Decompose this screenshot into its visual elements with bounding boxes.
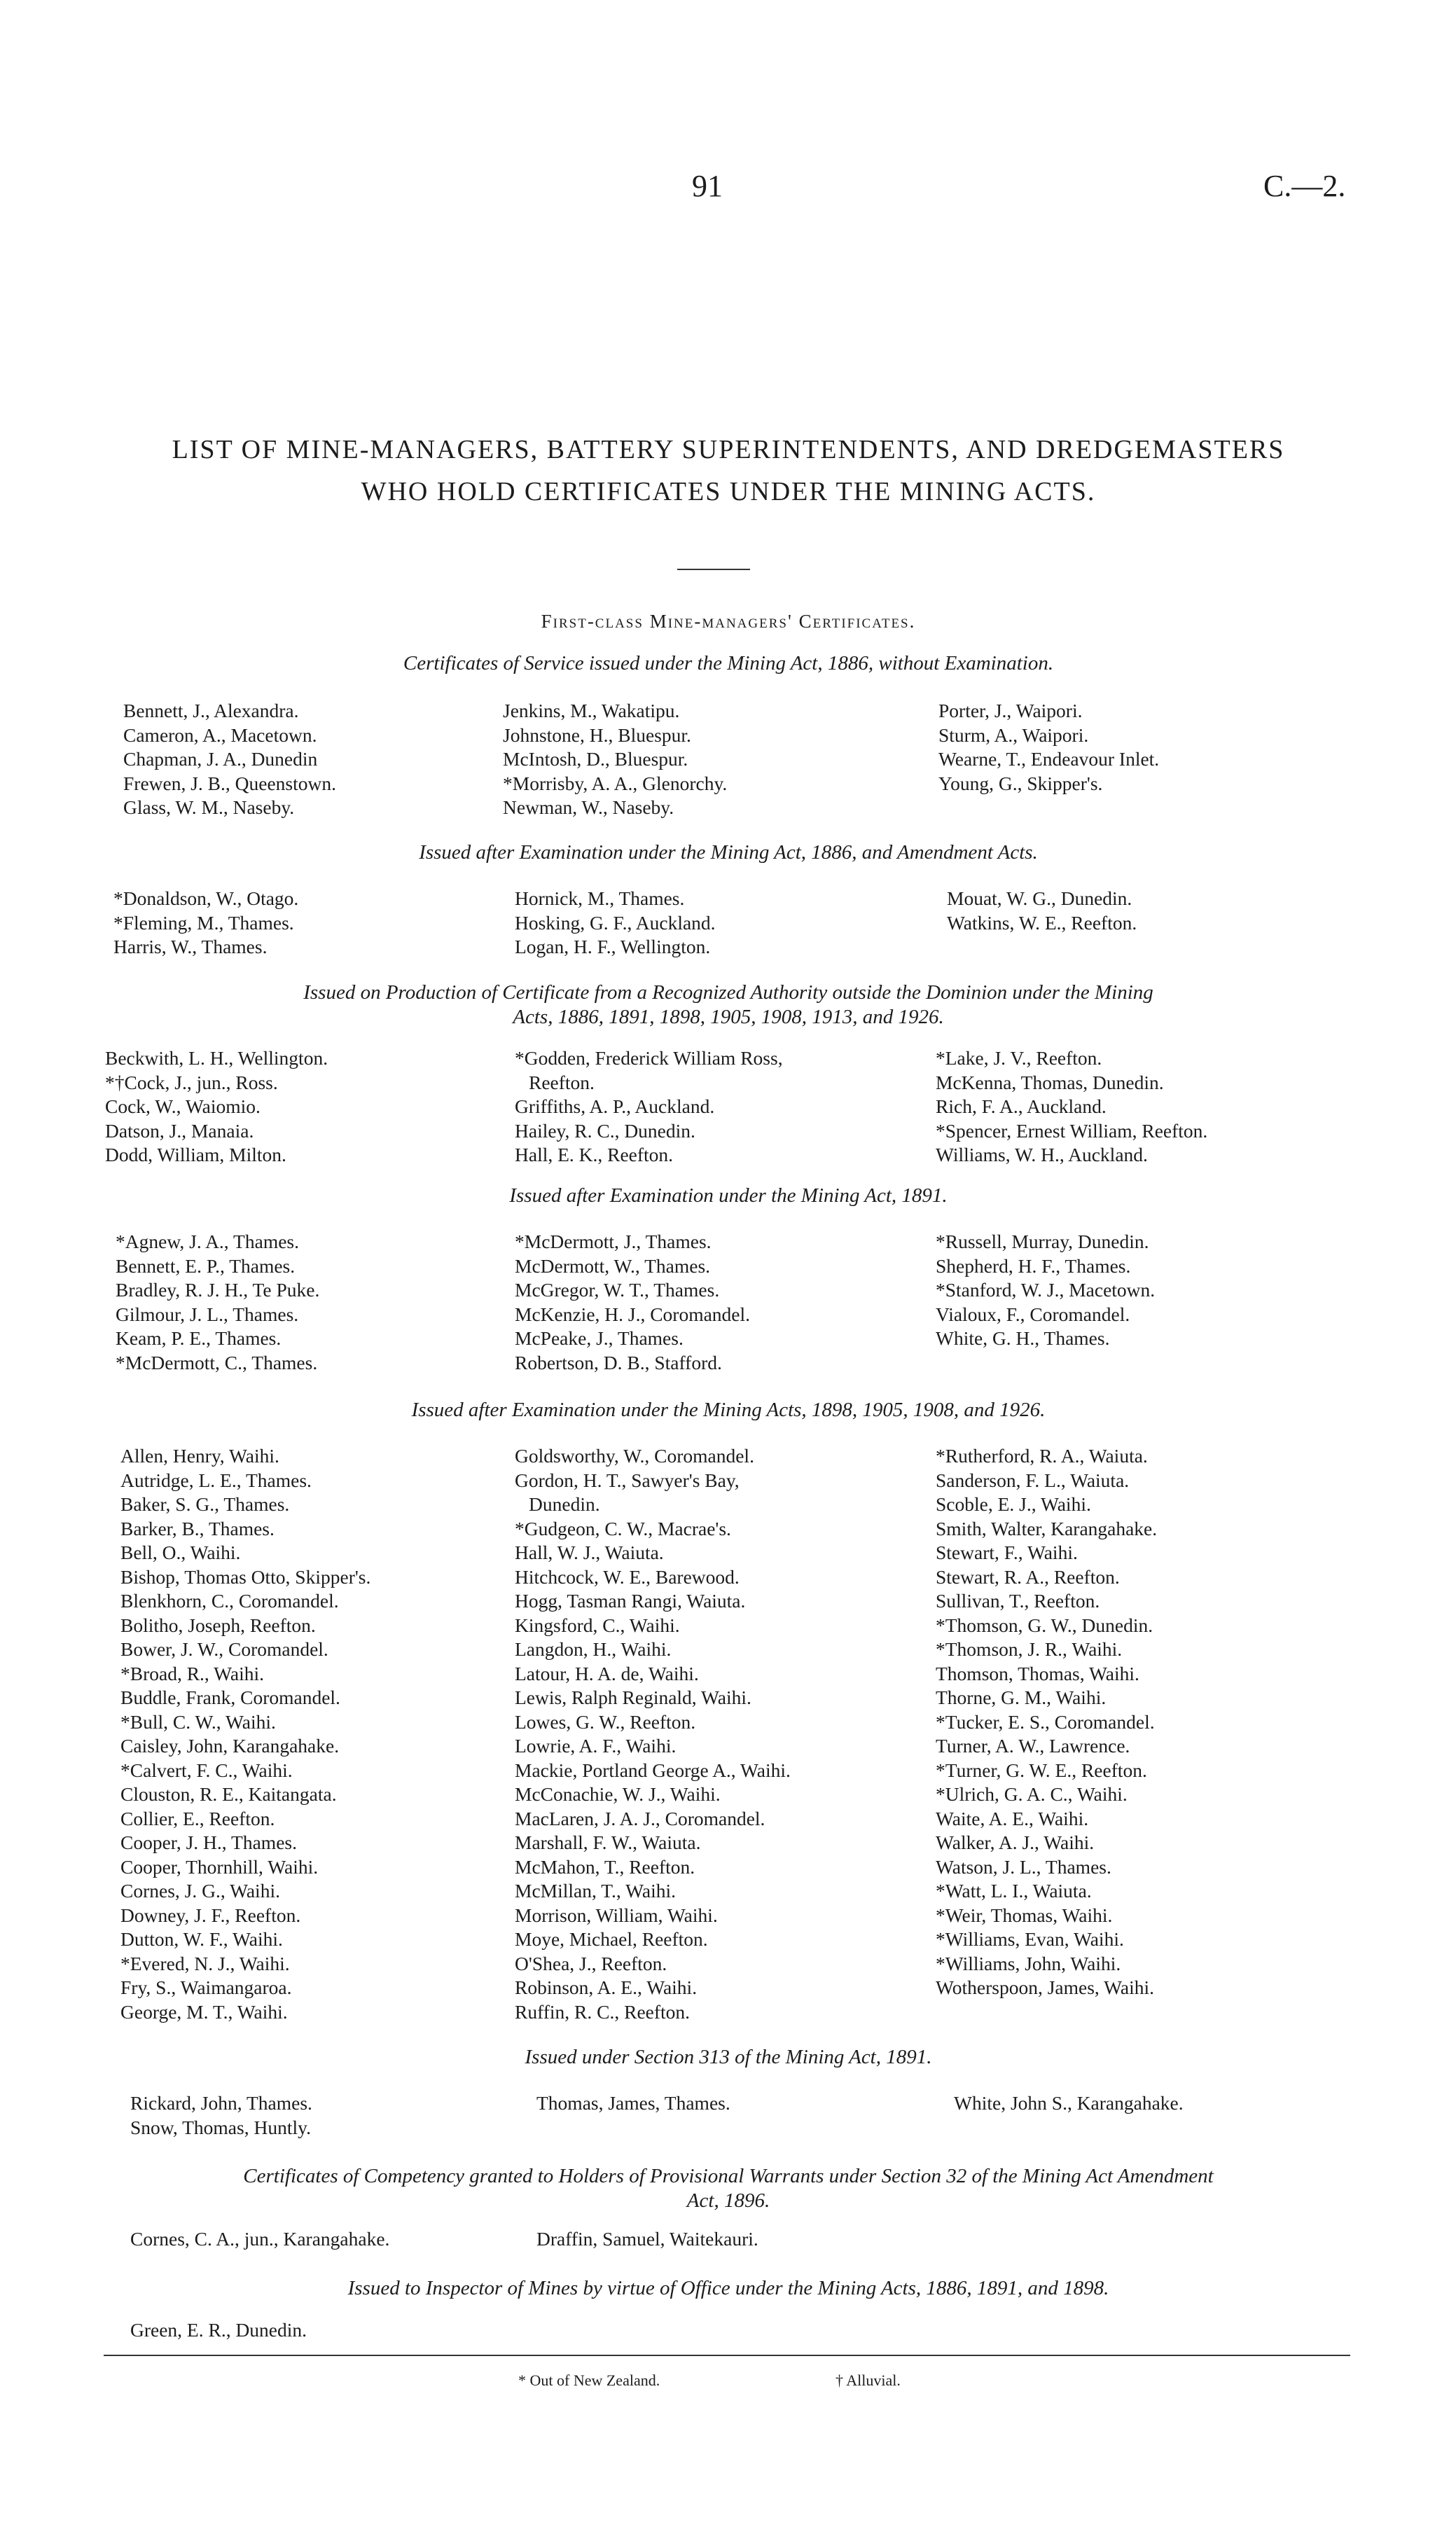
list-item: Buddle, Frank, Coromandel. [120, 1687, 340, 1708]
list-item: Bishop, Thomas Otto, Skipper's. [120, 1565, 371, 1588]
list-item: Frewen, J. B., Queenstown. [123, 772, 336, 794]
list-item: Draffin, Samuel, Waitekauri. [536, 2228, 758, 2250]
document-reference: C.—2. [1263, 169, 1346, 203]
list-item: *Morrisby, A. A., Glenorchy. [503, 772, 728, 794]
list-item: *Thomson, G. W., Dunedin. [936, 1614, 1153, 1636]
name-column-right [947, 887, 1137, 935]
list-item: Beckwith, L. H., Wellington. [105, 1047, 328, 1069]
section-heading: Issued after Examination under the Mining Acts, 1898, 1905, 1908, and 1926. [411, 1399, 1046, 1421]
section-heading: Issued to Inspector of Mines by virtue of Office under the Mining Acts, 1886, 1891, and 1898. [347, 2277, 1109, 2299]
list-item: Rickard, John, Thames. [130, 2092, 312, 2114]
name-column-right [936, 1046, 1207, 1168]
list-item: Fry, S., Waimangaroa. [120, 1976, 292, 1998]
list-item: Bower, J. W., Coromandel. [120, 1638, 328, 1660]
list-item: Gordon, H. T., Sawyer's Bay, [515, 1469, 740, 1491]
list-item: Lewis, Ralph Reginald, Waihi. [515, 1687, 751, 1708]
list-item: Walker, A. J., Waihi. [936, 1832, 1095, 1853]
list-item: Robertson, D. B., Stafford. [515, 1351, 722, 1373]
section-heading: Certificates of Service issued under the Mining Act, 1886, without Examination. [403, 652, 1054, 674]
list-item: Mouat, W. G., Dunedin. [947, 887, 1132, 909]
list-item: Cornes, J. G., Waihi. [120, 1880, 280, 1902]
list-item: Sturm, A., Waipori. [938, 723, 1089, 746]
list-item: Bradley, R. J. H., Te Puke. [116, 1279, 320, 1301]
list-item: *Turner, G. W. E., Reefton. [936, 1759, 1147, 1781]
list-item: McPeake, J., Thames. [515, 1327, 684, 1349]
footnote-dagger: † Alluvial. [836, 2372, 901, 2389]
section-heading: Issued after Examination under the Mining Act, 1886, and Amendment Acts. [419, 841, 1038, 864]
list-item: *McDermott, C., Thames. [116, 1351, 318, 1373]
list-item: *Bull, C. W., Waihi. [120, 1710, 276, 1733]
list-item: Waite, A. E., Waihi. [936, 1807, 1089, 1829]
list-item: Cameron, A., Macetown. [123, 723, 317, 746]
name-column-right [938, 699, 1159, 796]
category-heading: First-class Mine-managers' Certificates. [541, 611, 916, 632]
list-item: Lowrie, A. F., Waihi. [515, 1735, 677, 1757]
list-item: Thomson, Thomas, Waihi. [936, 1662, 1139, 1684]
list-item: Ruffin, R. C., Reefton. [515, 2000, 691, 2023]
name-column-left [105, 1046, 328, 1168]
list-item: Lowes, G. W., Reefton. [515, 1710, 696, 1733]
list-item: Bennett, J., Alexandra. [123, 700, 299, 721]
page-title-line-1: LIST OF MINE-MANAGERS, BATTERY SUPERINTENDENTS, AND DREDGEMASTERS [172, 435, 1285, 464]
list-item: *Thomson, J. R., Waihi. [936, 1638, 1123, 1660]
name-column-middle [536, 2091, 730, 2116]
list-item: Hitchcock, W. E., Barewood. [515, 1565, 740, 1588]
name-column-left [130, 2091, 312, 2140]
list-item: O'Shea, J., Reefton. [515, 1952, 667, 1974]
list-item: Cooper, J. H., Thames. [120, 1832, 297, 1853]
list-item: *Donaldson, W., Otago. [113, 887, 299, 909]
footnote-divider [104, 2355, 1350, 2356]
page-number: 91 [692, 169, 723, 203]
list-item: Thomas, James, Thames. [536, 2092, 730, 2114]
name-column-middle [503, 699, 727, 820]
name-column-left [113, 887, 298, 960]
list-item: *Ulrich, G. A. C., Waihi. [936, 1783, 1128, 1805]
section-heading-continued: Acts, 1886, 1891, 1898, 1905, 1908, 1913, and 1926. [513, 1006, 944, 1028]
list-item: *Gudgeon, C. W., Macrae's. [515, 1517, 731, 1539]
list-item: *Tucker, E. S., Coromandel. [936, 1710, 1155, 1733]
list-item: Young, G., Skipper's. [938, 772, 1103, 794]
name-column-right [954, 2091, 1184, 2116]
list-item: Morrison, William, Waihi. [515, 1904, 718, 1926]
list-item: Logan, H. F., Wellington. [515, 936, 711, 957]
list-item: Dutton, W. F., Waihi. [120, 1928, 283, 1950]
list-item: *Williams, John, Waihi. [936, 1952, 1121, 1974]
section-heading: Issued on Production of Certificate from a Recognized Authority outside the Dominion under the Mining [303, 981, 1153, 1004]
list-item: Rich, F. A., Auckland. [936, 1095, 1107, 1117]
list-item: Reefton. [529, 1071, 595, 1093]
list-item: Caisley, John, Karangahake. [120, 1735, 340, 1757]
list-item: Johnstone, H., Bluespur. [503, 723, 691, 746]
list-item: Marshall, F. W., Waiuta. [515, 1832, 701, 1853]
list-item: Watson, J. L., Thames. [936, 1855, 1111, 1878]
section-heading: Issued under Section 313 of the Mining Act, 1891. [525, 2046, 932, 2068]
list-item: Moye, Michael, Reefton. [515, 1928, 708, 1950]
list-item: *Fleming, M., Thames. [113, 911, 294, 934]
list-item: *McDermott, J., Thames. [515, 1231, 712, 1252]
section-heading-continued: Act, 1896. [686, 2189, 770, 2212]
name-column-middle [515, 1046, 783, 1168]
list-item: McMillan, T., Waihi. [515, 1880, 676, 1902]
list-item: Blenkhorn, C., Coromandel. [120, 1590, 339, 1612]
list-item: Wearne, T., Endeavour Inlet. [938, 748, 1160, 770]
list-item: Langdon, H., Waihi. [515, 1638, 672, 1660]
list-item: Keam, P. E., Thames. [116, 1327, 282, 1349]
list-item: Allen, Henry, Waihi. [120, 1445, 279, 1467]
list-item: Sullivan, T., Reefton. [936, 1590, 1100, 1612]
list-item: *Spencer, Ernest William, Reefton. [936, 1119, 1208, 1142]
title-divider [677, 569, 750, 570]
list-item: *Weir, Thomas, Waihi. [936, 1904, 1113, 1926]
list-item: *Godden, Frederick William Ross, [515, 1047, 783, 1069]
list-item: Baker, S. G., Thames. [120, 1493, 290, 1515]
list-item: Bell, O., Waihi. [120, 1542, 241, 1563]
list-item: Harris, W., Thames. [113, 936, 268, 957]
list-item: MacLaren, J. A. J., Coromandel. [515, 1807, 765, 1829]
list-item: Hornick, M., Thames. [515, 887, 685, 909]
list-item: Shepherd, H. F., Thames. [936, 1254, 1131, 1277]
list-item: Mackie, Portland George A., Waihi. [515, 1759, 791, 1781]
list-item: Gilmour, J. L., Thames. [116, 1303, 299, 1325]
name-column-left [130, 2318, 307, 2343]
list-item: Datson, J., Manaia. [105, 1119, 254, 1142]
name-column-left [130, 2227, 389, 2252]
list-item: Wotherspoon, James, Waihi. [936, 1976, 1155, 1998]
list-item: Hall, W. J., Waiuta. [515, 1542, 664, 1563]
list-item: Porter, J., Waipori. [938, 700, 1083, 721]
section-heading: Certificates of Competency granted to Holders of Provisional Warrants under Section 32 of the Mining Act Amendment [243, 2165, 1214, 2187]
list-item: McKenna, Thomas, Dunedin. [936, 1071, 1164, 1093]
list-item: *Calvert, F. C., Waihi. [120, 1759, 293, 1781]
list-item: Downey, J. F., Reefton. [120, 1904, 301, 1926]
list-item: *Evered, N. J., Waihi. [120, 1952, 290, 1974]
name-column-left [116, 1230, 319, 1375]
list-item: Bolitho, Joseph, Reefton. [120, 1614, 316, 1636]
list-item: Cock, W., Waiomio. [105, 1095, 261, 1117]
list-item: Glass, W. M., Naseby. [123, 796, 295, 818]
section-heading: Issued after Examination under the Mining Act, 1891. [509, 1184, 948, 1207]
list-item: Thorne, G. M., Waihi. [936, 1687, 1107, 1708]
name-column-right [936, 1230, 1155, 1351]
list-item: Sanderson, F. L., Waiuta. [936, 1469, 1130, 1491]
list-item: Kingsford, C., Waihi. [515, 1614, 680, 1636]
list-item: *Watt, L. I., Waiuta. [936, 1880, 1092, 1902]
list-item: Hogg, Tasman Rangi, Waiuta. [515, 1590, 746, 1612]
list-item: Vialoux, F., Coromandel. [936, 1303, 1130, 1325]
list-item: Williams, W. H., Auckland. [936, 1144, 1148, 1165]
list-item: Smith, Walter, Karangahake. [936, 1517, 1158, 1539]
list-item: McIntosh, D., Bluespur. [503, 748, 688, 770]
list-item: Snow, Thomas, Huntly. [130, 2116, 311, 2138]
list-item: McGregor, W. T., Thames. [515, 1279, 720, 1301]
list-item: *Lake, J. V., Reefton. [936, 1047, 1102, 1069]
list-item: Stewart, F., Waihi. [936, 1542, 1078, 1563]
list-item: Goldsworthy, W., Coromandel. [515, 1445, 754, 1467]
list-item: Green, E. R., Dunedin. [130, 2319, 307, 2341]
list-item: Dunedin. [529, 1493, 600, 1515]
list-item: *Broad, R., Waihi. [120, 1662, 265, 1684]
list-item: Chapman, J. A., Dunedin [123, 748, 318, 770]
list-item: *Agnew, J. A., Thames. [116, 1231, 299, 1252]
list-item: *†Cock, J., jun., Ross. [105, 1071, 278, 1093]
list-item: Newman, W., Naseby. [503, 796, 674, 818]
list-item: Cooper, Thornhill, Waihi. [120, 1855, 319, 1878]
name-column-middle [515, 1230, 750, 1375]
list-item: McKenzie, H. J., Coromandel. [515, 1303, 751, 1325]
list-item: Stewart, R. A., Reefton. [936, 1565, 1120, 1588]
list-item: White, G. H., Thames. [936, 1327, 1110, 1349]
list-item: McMahon, T., Reefton. [515, 1855, 695, 1878]
list-item: White, John S., Karangahake. [954, 2092, 1184, 2114]
name-column-middle [536, 2227, 758, 2252]
list-item: Cornes, C. A., jun., Karangahake. [130, 2228, 390, 2250]
list-item: George, M. T., Waihi. [120, 2000, 288, 2023]
name-column-left [123, 699, 336, 820]
name-column-left [120, 1444, 370, 2024]
list-item: Hall, E. K., Reefton. [515, 1144, 674, 1165]
list-item: Hailey, R. C., Dunedin. [515, 1119, 695, 1142]
list-item: Bennett, E. P., Thames. [116, 1254, 296, 1277]
name-column-middle [515, 887, 716, 960]
list-item: McConachie, W. J., Waihi. [515, 1783, 721, 1805]
list-item: Collier, E., Reefton. [120, 1807, 275, 1829]
list-item: Scoble, E. J., Waihi. [936, 1493, 1091, 1515]
list-item: *Stanford, W. J., Macetown. [936, 1279, 1156, 1301]
list-item: Turner, A. W., Lawrence. [936, 1735, 1130, 1757]
list-item: Dodd, William, Milton. [105, 1144, 286, 1165]
list-item: Clouston, R. E., Kaitangata. [120, 1783, 337, 1805]
list-item: Watkins, W. E., Reefton. [947, 911, 1137, 934]
list-item: Griffiths, A. P., Auckland. [515, 1095, 715, 1117]
list-item: Latour, H. A. de, Waihi. [515, 1662, 699, 1684]
footnote-star: * Out of New Zealand. [518, 2372, 660, 2389]
list-item: Barker, B., Thames. [120, 1517, 275, 1539]
name-column-right [936, 1444, 1157, 2000]
list-item: Hosking, G. F., Auckland. [515, 911, 716, 934]
list-item: *Russell, Murray, Dunedin. [936, 1231, 1149, 1252]
list-item: Autridge, L. E., Thames. [120, 1469, 312, 1491]
list-item: McDermott, W., Thames. [515, 1254, 711, 1277]
list-item: Robinson, A. E., Waihi. [515, 1976, 698, 1998]
page-title-line-2: WHO HOLD CERTIFICATES UNDER THE MINING ACTS. [361, 477, 1096, 506]
name-column-middle [515, 1444, 791, 2024]
list-item: *Rutherford, R. A., Waiuta. [936, 1445, 1148, 1467]
list-item: *Williams, Evan, Waihi. [936, 1928, 1124, 1950]
list-item: Jenkins, M., Wakatipu. [503, 700, 680, 721]
